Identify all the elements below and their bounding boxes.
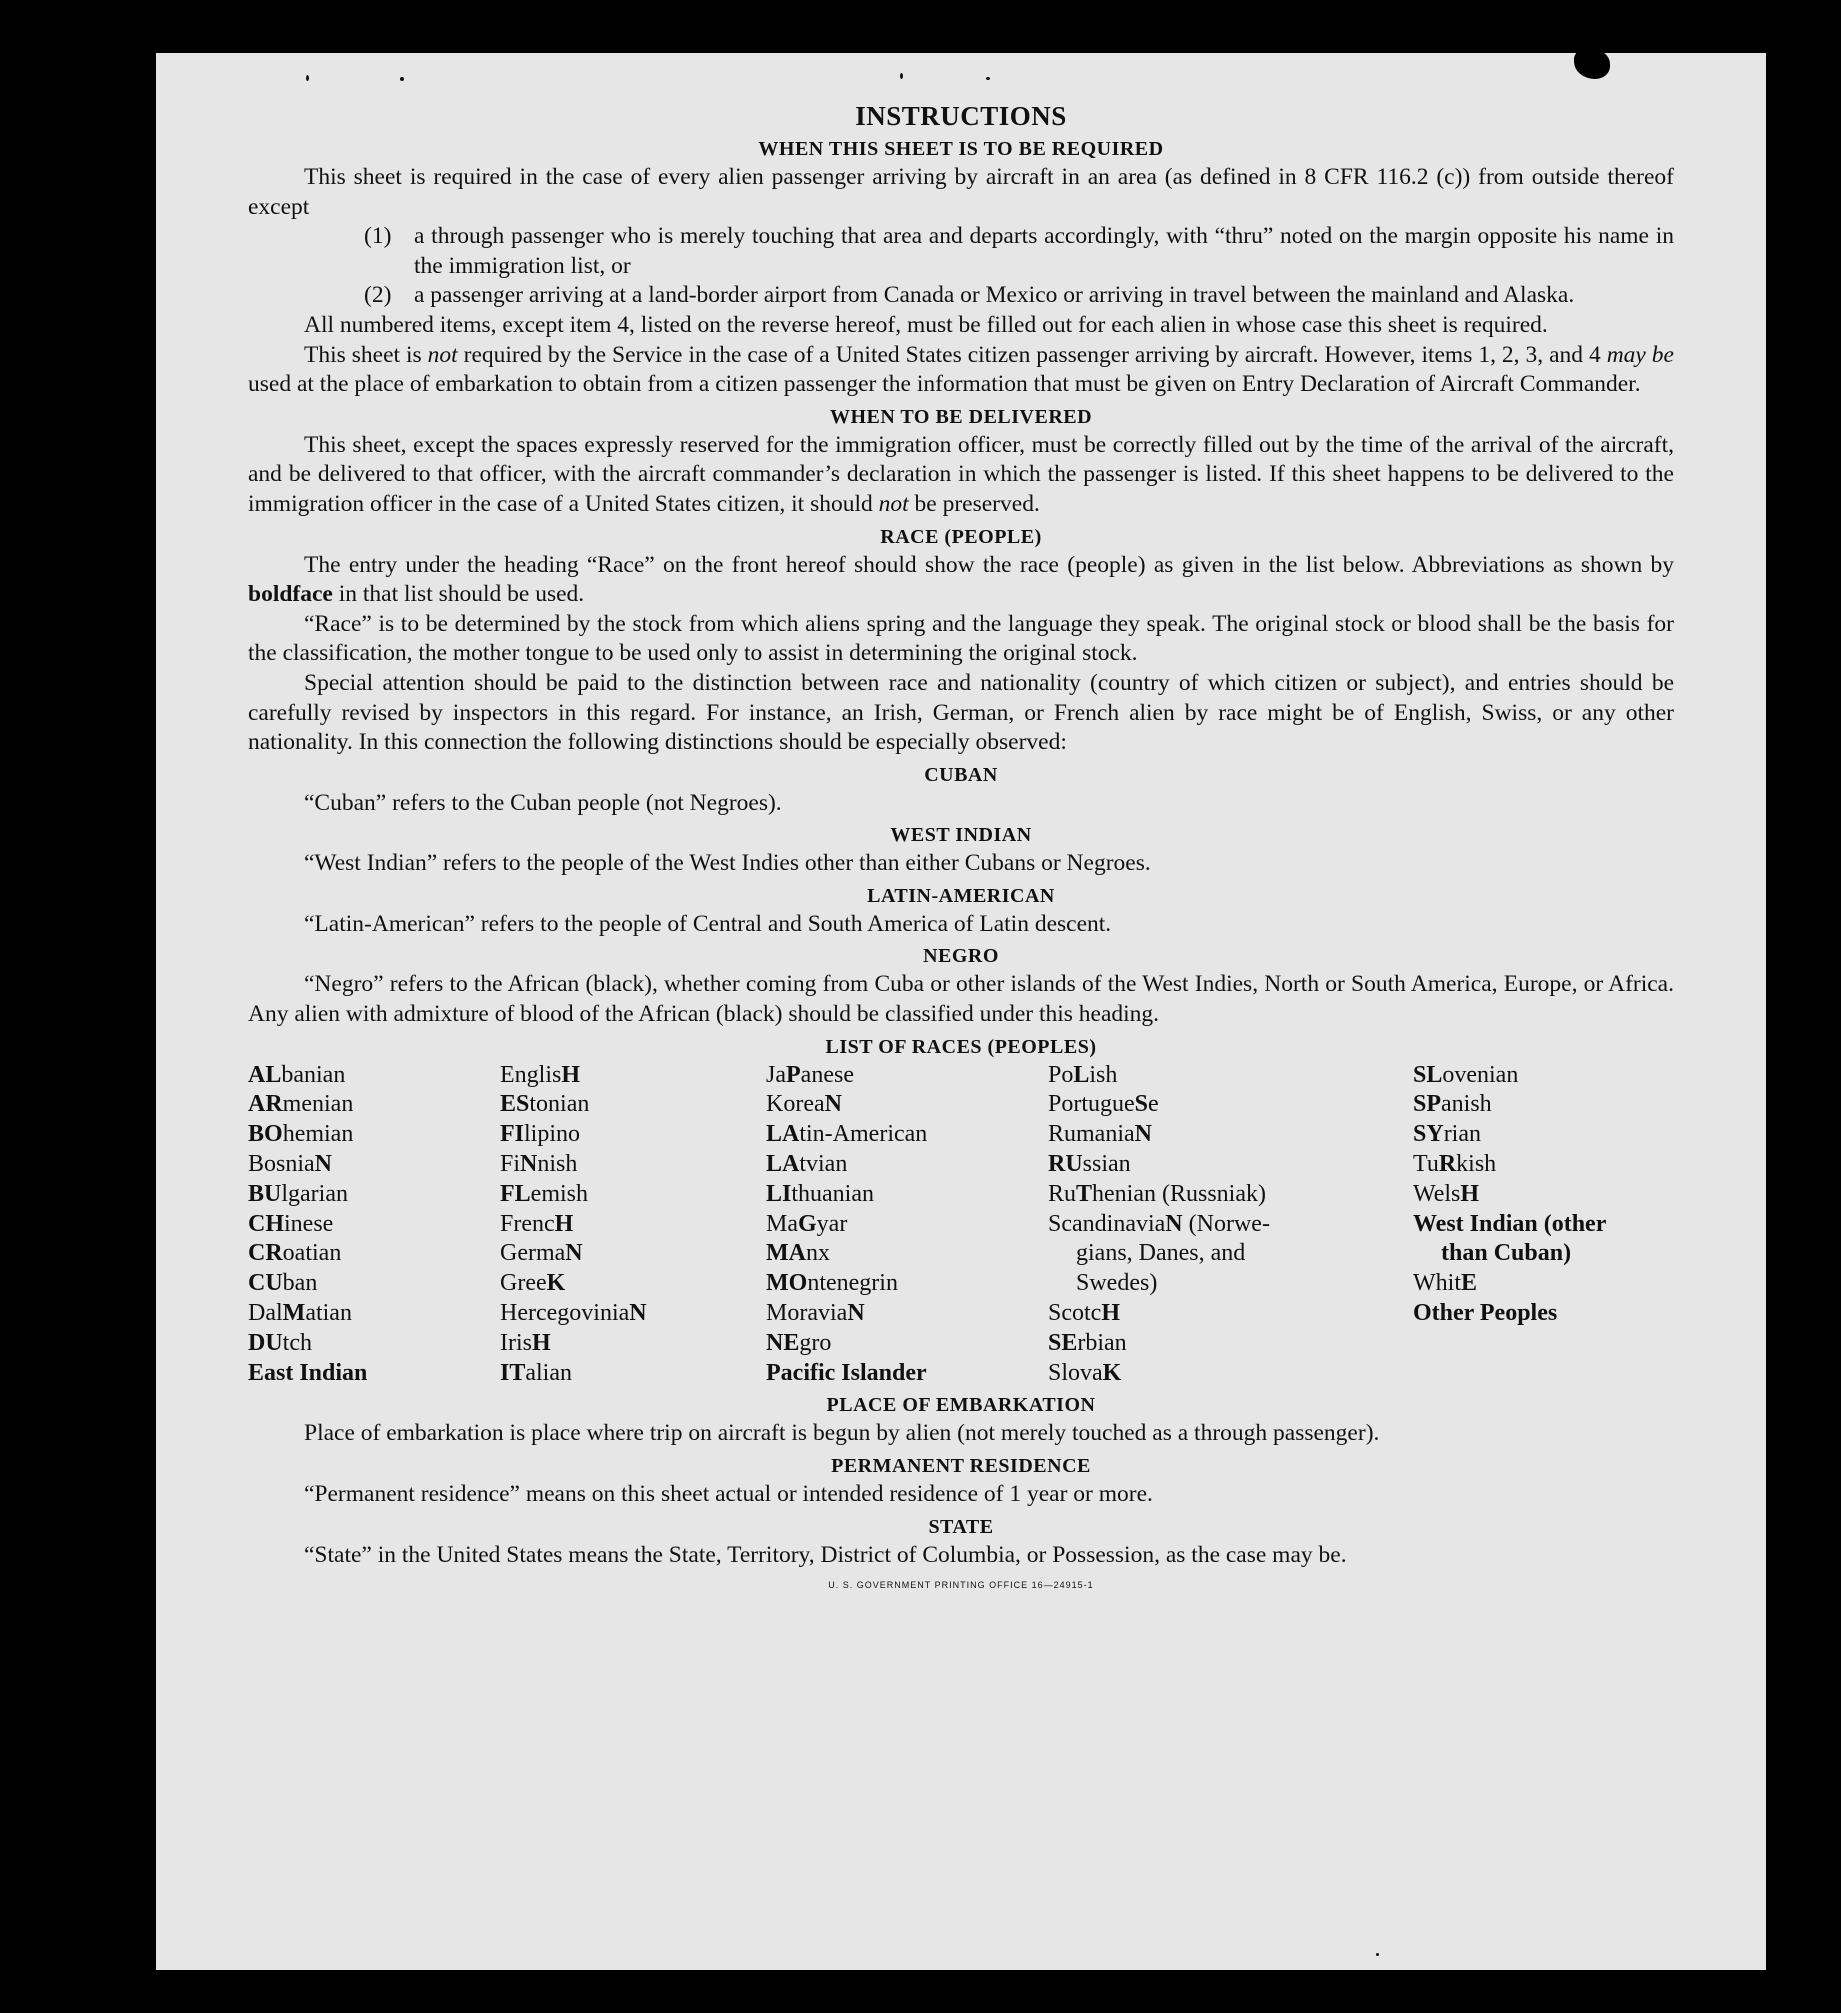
race-text: nx — [805, 1240, 830, 1267]
race-entry — [500, 1120, 766, 1150]
text-run: used at the place of embarkation to obtain from a citizen passenger the information that must be given on Entry Declaration of Aircraft Commander. — [248, 371, 1641, 398]
text-run: be preserved. — [908, 490, 1040, 517]
race-text: gro — [799, 1329, 832, 1356]
race-entry — [248, 1180, 500, 1210]
text-run: in that list should be used. — [332, 581, 585, 608]
race-abbrev: LA — [766, 1151, 800, 1178]
race-text: Whit — [1413, 1270, 1461, 1297]
race-entry — [1413, 1150, 1673, 1180]
race-entry — [1413, 1299, 1673, 1329]
race-text: e — [1148, 1091, 1159, 1118]
required-para-2: All numbered items, except item 4, listed on the reverse hereof, must be filled out for each alien in whose case this sheet is required. — [304, 311, 1548, 338]
race-entry — [248, 1239, 500, 1269]
race-abbrev: MO — [766, 1270, 808, 1297]
race-text: tch — [282, 1329, 312, 1356]
text-run: This sheet is — [304, 341, 428, 368]
race-entry — [766, 1210, 1048, 1240]
race-abbrev: Pacific Islander — [766, 1359, 927, 1386]
race-text: Ja — [766, 1061, 786, 1088]
race-entry — [1413, 1120, 1673, 1150]
race-text: tonian — [529, 1091, 590, 1118]
race-abbrev: H — [1101, 1300, 1120, 1327]
race-text: Tu — [1413, 1151, 1439, 1178]
races-list — [248, 1061, 1674, 1389]
heading-list-of-races: LIST OF RACES (PEOPLES) — [825, 1035, 1097, 1058]
race-abbrev: K — [546, 1270, 566, 1297]
bold-text: boldface — [248, 581, 333, 608]
race-text: hemian — [282, 1121, 354, 1148]
race-abbrev: N — [520, 1151, 538, 1178]
race-text: Iris — [500, 1329, 532, 1356]
item-text: a through passenger who is merely touching that area and departs accordingly, with “thru” noted on the margin opposite his name in the immigration list, or — [414, 223, 1674, 279]
race-entry — [766, 1180, 1048, 1210]
race-text: Ma — [766, 1210, 798, 1237]
negro-text: “Negro” refers to the African (black), whether coming from Cuba or other islands of the West Indies, North or South America, Europe, or Africa. Any alien with admixture of blood of the African (black) should be classified under this heading. — [248, 971, 1674, 1028]
race-entry — [500, 1359, 766, 1389]
race-abbrev: H — [1460, 1180, 1480, 1207]
race-entry — [1048, 1329, 1413, 1359]
race-abbrev: AR — [248, 1091, 283, 1118]
state-text: “State” in the United States means the State, Territory, District of Columbia, or Possession, as the case may be. — [304, 1541, 1347, 1568]
race-text: kish — [1456, 1151, 1497, 1178]
race-entry — [500, 1299, 766, 1329]
race-entry — [1048, 1150, 1413, 1180]
race-text: emish — [530, 1180, 588, 1207]
race-entry — [248, 1329, 500, 1359]
required-para-3 — [248, 341, 1674, 400]
race-text: inese — [284, 1210, 334, 1237]
race-text: anish — [1441, 1091, 1492, 1118]
race-text: lgarian — [281, 1180, 348, 1207]
race-abbrev: N — [629, 1300, 647, 1327]
race-text: ban — [282, 1270, 318, 1297]
race-entry — [500, 1090, 766, 1120]
race-text: Germa — [500, 1240, 566, 1267]
exception-item-1 — [364, 222, 1674, 281]
race-text: thuanian — [791, 1180, 874, 1207]
race-abbrev: S — [1134, 1091, 1149, 1118]
race-abbrev: N — [1165, 1210, 1183, 1237]
race-abbrev: RU — [1048, 1151, 1083, 1178]
race-text: Scotc — [1048, 1300, 1102, 1327]
race-entry — [1048, 1090, 1413, 1120]
race-text: ovenian — [1442, 1061, 1519, 1088]
race-abbrev: DU — [248, 1329, 283, 1356]
permanent-residence-text: “Permanent residence” means on this sheet actual or intended residence of 1 year or more. — [304, 1481, 1153, 1508]
race-entry — [766, 1090, 1048, 1120]
race-abbrev: Other Peoples — [1413, 1300, 1558, 1327]
race-entry — [248, 1359, 500, 1389]
race-abbrev: N — [847, 1300, 865, 1327]
race-abbrev: West Indian (other — [1413, 1210, 1607, 1237]
west-indian-text: “West Indian” refers to the people of the West Indies other than either Cubans or Negroes. — [304, 850, 1151, 877]
text-run: This sheet, except the spaces expressly reserved for the immigration officer, must be correctly filled out by the time of the arrival of the aircraft, and be delivered to that officer, with the aircraft commander’s declaration in which the passenger is listed. If this sheet happens to be delivered to the immigration officer in the case of a United States citizen, it should — [248, 431, 1674, 517]
race-text: rbian — [1077, 1329, 1127, 1356]
latin-american-text: “Latin-American” refers to the people of Central and South America of Latin descent. — [304, 910, 1112, 937]
race-entry — [1048, 1239, 1413, 1269]
race-abbrev: ES — [500, 1091, 530, 1118]
races-column-5 — [1413, 1061, 1673, 1389]
speck — [986, 77, 990, 80]
race-abbrev: LA — [766, 1121, 800, 1148]
race-text: yar — [816, 1210, 848, 1237]
speck — [1376, 1953, 1379, 1956]
speck — [400, 77, 404, 81]
race-text: Korea — [766, 1091, 825, 1118]
race-text: gians, Danes, and — [1076, 1240, 1246, 1267]
instruction-sheet — [156, 53, 1766, 1970]
race-abbrev: IT — [500, 1359, 526, 1386]
embarkation-text: Place of embarkation is place where trip on aircraft is begun by alien (not merely touched as a through passenger). — [304, 1420, 1380, 1447]
race-text: Hercegovinia — [500, 1300, 630, 1327]
race-text: Moravia — [766, 1300, 848, 1327]
race-entry — [1048, 1299, 1413, 1329]
race-text: tvian — [799, 1151, 848, 1178]
heading-permanent-residence: PERMANENT RESIDENCE — [831, 1455, 1091, 1478]
race-entry — [500, 1061, 766, 1091]
race-abbrev: SE — [1048, 1329, 1078, 1356]
race-abbrev: N — [314, 1151, 333, 1178]
race-para-1 — [248, 551, 1674, 610]
race-abbrev: CH — [248, 1210, 284, 1237]
race-abbrev: R — [1438, 1151, 1457, 1178]
race-abbrev: than Cuban) — [1441, 1240, 1572, 1267]
race-abbrev: East Indian — [248, 1359, 368, 1386]
race-text: Swedes) — [1076, 1270, 1158, 1297]
race-entry — [248, 1269, 500, 1299]
race-entry — [248, 1061, 500, 1091]
races-column-4 — [1048, 1061, 1413, 1389]
race-text: tin-American — [799, 1121, 928, 1148]
race-entry — [1413, 1210, 1673, 1240]
race-text: ssian — [1082, 1151, 1131, 1178]
race-entry — [766, 1239, 1048, 1269]
race-text: Fi — [500, 1151, 521, 1178]
race-abbrev: NE — [766, 1329, 800, 1356]
race-entry — [500, 1239, 766, 1269]
race-entry — [1048, 1061, 1413, 1091]
text-run: The entry under the heading “Race” on the front hereof should show the race (people) as given in the list below. Abbreviations as shown by — [304, 551, 1674, 578]
required-intro: This sheet is required in the case of every alien passenger arriving by aircraft in an area (as defined in 8 CFR 116.2 (c)) from outside thereof except — [248, 164, 1674, 220]
race-abbrev: BO — [248, 1121, 283, 1148]
race-text: anese — [800, 1061, 854, 1088]
race-entry — [1048, 1120, 1413, 1150]
race-text: atian — [305, 1300, 352, 1327]
race-abbrev: CU — [248, 1270, 283, 1297]
race-text: Englis — [500, 1061, 562, 1088]
race-text: (Norwe- — [1182, 1210, 1270, 1237]
item-number: (1) — [364, 223, 392, 250]
heading-latin-american: LATIN-AMERICAN — [867, 884, 1055, 907]
race-entry — [766, 1299, 1048, 1329]
race-abbrev: AL — [248, 1061, 282, 1088]
race-abbrev: K — [1102, 1359, 1122, 1386]
heading-when-delivered: WHEN TO BE DELIVERED — [829, 405, 1093, 428]
race-entry — [500, 1210, 766, 1240]
race-text: henian (Russniak) — [1092, 1180, 1266, 1207]
race-para-3: Special attention should be paid to the distinction between race and nationality (country of which citizen or subject), and entries should be carefully revised by inspectors in this regard. For instance, an Irish, German, or French alien by race might be of English, Swiss, or any other nationality. In this connection the following distinctions should be especially observed: — [248, 669, 1674, 756]
race-entry — [500, 1180, 766, 1210]
race-abbrev: G — [798, 1210, 817, 1237]
heading-negro: NEGRO — [923, 945, 999, 968]
emphasis: not — [878, 490, 909, 517]
race-abbrev: H — [561, 1061, 581, 1088]
race-text: Gree — [500, 1270, 547, 1297]
race-abbrev: N — [824, 1091, 842, 1118]
race-entry — [1048, 1359, 1413, 1389]
heading-when-required: WHEN THIS SHEET IS TO BE REQUIRED — [758, 138, 1164, 160]
race-abbrev: H — [554, 1210, 574, 1237]
page-title: INSTRUCTIONS — [855, 101, 1067, 131]
speck — [306, 75, 309, 81]
race-text: Frenc — [500, 1210, 555, 1237]
delivered-text — [248, 431, 1674, 520]
cuban-text: “Cuban” refers to the Cuban people (not Negroes). — [304, 789, 782, 816]
text-run: required by the Service in the case of a United States citizen passenger arriving by aircraft. However, items 1, 2, 3, and 4 — [457, 341, 1607, 368]
race-entry — [500, 1329, 766, 1359]
race-text: Portugue — [1048, 1091, 1135, 1118]
race-text: Rumania — [1048, 1121, 1135, 1148]
race-text: Slova — [1048, 1359, 1103, 1386]
ink-blot — [1574, 49, 1610, 79]
speck — [900, 73, 903, 79]
race-text: banian — [281, 1061, 346, 1088]
race-entry — [500, 1150, 766, 1180]
heading-west-indian: WEST INDIAN — [890, 824, 1032, 847]
races-column-1 — [248, 1061, 500, 1389]
race-entry — [500, 1269, 766, 1299]
race-entry — [248, 1090, 500, 1120]
race-abbrev: LI — [766, 1180, 792, 1207]
race-text: ish — [1089, 1061, 1118, 1088]
race-text: rian — [1443, 1121, 1481, 1148]
race-entry — [766, 1359, 1048, 1389]
race-entry — [1048, 1210, 1413, 1240]
race-entry — [1413, 1090, 1673, 1120]
race-entry — [1413, 1180, 1673, 1210]
heading-race: RACE (PEOPLE) — [880, 525, 1042, 548]
race-entry — [766, 1150, 1048, 1180]
race-abbrev: MA — [766, 1240, 806, 1267]
race-text: ntenegrin — [807, 1270, 898, 1297]
race-entry — [766, 1329, 1048, 1359]
race-abbrev: E — [1461, 1270, 1478, 1297]
race-abbrev: FI — [500, 1121, 524, 1148]
race-abbrev: P — [786, 1061, 801, 1088]
race-abbrev: BU — [248, 1180, 282, 1207]
exception-item-2 — [364, 281, 1674, 311]
race-text: alian — [525, 1359, 572, 1386]
race-abbrev: L — [1073, 1061, 1090, 1088]
race-text: Wels — [1413, 1180, 1461, 1207]
race-text: Po — [1048, 1061, 1074, 1088]
race-entry — [1413, 1239, 1673, 1269]
emphasis: may be — [1606, 341, 1674, 368]
race-entry — [766, 1061, 1048, 1091]
heading-cuban: CUBAN — [924, 763, 998, 786]
race-text: oatian — [282, 1240, 342, 1267]
race-text: lipino — [524, 1121, 581, 1148]
races-column-2 — [500, 1061, 766, 1389]
race-abbrev: CR — [248, 1240, 283, 1267]
race-abbrev: H — [532, 1329, 551, 1356]
heading-embarkation: PLACE OF EMBARKATION — [826, 1394, 1096, 1417]
race-entry — [1048, 1180, 1413, 1210]
race-entry — [1413, 1061, 1673, 1091]
race-text: Ru — [1048, 1180, 1077, 1207]
race-entry — [1048, 1269, 1413, 1299]
race-text: menian — [282, 1091, 354, 1118]
race-abbrev: M — [282, 1300, 306, 1327]
race-entry — [248, 1150, 500, 1180]
race-entry — [766, 1120, 1048, 1150]
race-text: Bosnia — [248, 1151, 315, 1178]
item-number: (2) — [364, 282, 392, 309]
race-text: Dal — [248, 1300, 283, 1327]
race-para-2: “Race” is to be determined by the stock from which aliens spring and the language they speak. The original stock or blood shall be the basis for the classification, the mother tongue to be used only to assist in determining the original stock. — [248, 610, 1674, 667]
race-entry — [248, 1120, 500, 1150]
race-abbrev: N — [565, 1240, 583, 1267]
race-abbrev: T — [1076, 1180, 1093, 1207]
emphasis: not — [427, 341, 458, 368]
race-entry — [248, 1299, 500, 1329]
race-abbrev: N — [1134, 1121, 1152, 1148]
race-text: nish — [537, 1151, 578, 1178]
item-text: a passenger arriving at a land-border airport from Canada or Mexico or arriving in travel between the mainland and Alaska. — [414, 282, 1575, 309]
heading-state: STATE — [928, 1515, 994, 1538]
race-entry — [1413, 1269, 1673, 1299]
race-text: Scandinavia — [1048, 1210, 1166, 1237]
race-abbrev: FL — [500, 1180, 531, 1207]
race-abbrev: SP — [1413, 1091, 1442, 1118]
race-abbrev: SY — [1413, 1121, 1444, 1148]
races-column-3 — [766, 1061, 1048, 1389]
race-entry — [248, 1210, 500, 1240]
race-abbrev: SL — [1413, 1061, 1443, 1088]
race-entry — [766, 1269, 1048, 1299]
printer-imprint: U. S. GOVERNMENT PRINTING OFFICE 16—24915-1 — [828, 1580, 1094, 1591]
